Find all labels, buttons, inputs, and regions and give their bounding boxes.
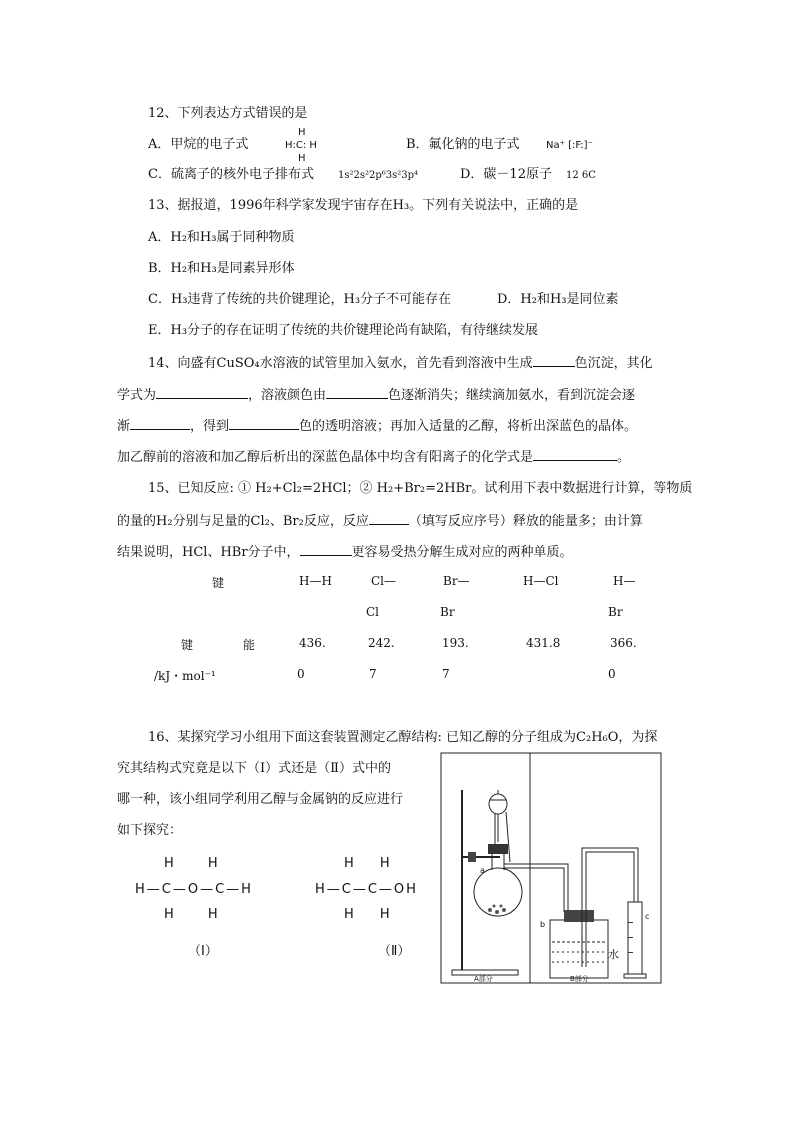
table-value-hh: 436. <box>299 636 326 650</box>
q14-line-4 <box>117 448 630 467</box>
formula1-main-chain: H—C—O—C—H <box>135 882 253 897</box>
methane-top-h: H <box>298 127 306 138</box>
naf-electron-formula: Na⁺ [:F:]⁻ <box>546 140 593 151</box>
table-header-clcl-bottom: Cl <box>366 605 380 619</box>
table-value-brbr: 193. <box>442 636 469 650</box>
formula2-label: （Ⅱ） <box>378 944 411 959</box>
q14-text: 学式为 <box>117 388 157 403</box>
table-value-brbr-cont: 7 <box>442 667 450 681</box>
q12-stem: 12、下列表达方式错误的是 <box>148 106 308 121</box>
answer-blank[interactable] <box>533 448 617 461</box>
q12-option-d: D．碳－12原子 <box>460 167 552 182</box>
table-header-brbr-bottom: Br <box>440 605 455 619</box>
q14-text: 。 <box>617 450 631 465</box>
table-header-bond: 键 <box>212 576 225 590</box>
q14-text: 色的透明溶液；再加入适量的乙醇，将析出深蓝色的晶体。 <box>299 419 638 434</box>
cylinder-tick <box>628 922 633 923</box>
part-b-caption: B部分 <box>570 975 589 983</box>
answer-blank[interactable] <box>156 386 248 399</box>
cylinder-tick <box>628 937 633 938</box>
label-c: c <box>645 912 650 921</box>
answer-blank[interactable] <box>229 417 299 430</box>
q15-line-3 <box>117 543 573 562</box>
sulfide-configuration: 1s²2s²2p⁶3s²3p⁴ <box>338 170 419 181</box>
ethanol-sodium-apparatus <box>440 752 662 984</box>
formula2-main-chain: H—C—C—OH <box>315 882 418 897</box>
table-value-clcl: 242. <box>368 636 395 650</box>
table-header-brbr-top: Br— <box>443 574 470 588</box>
table-header-hcl: H—Cl <box>523 574 559 588</box>
label-water: 水 <box>608 948 619 961</box>
q14-text: 加乙醇前的溶液和加乙醇后析出的深蓝色晶体中均含有阳离子的化学式是 <box>117 450 534 465</box>
q14-text: 14、向盛有CuSO₄水溶液的试管里加入氨水，首先看到溶液中生成 <box>148 356 533 371</box>
table-row-unit: /kJ・mol⁻¹ <box>154 669 216 683</box>
q16-line-3: 哪一种，该小组同学利用乙醇与金属钠的反应进行 <box>117 792 404 807</box>
q14-text: 色沉淀，其化 <box>574 356 653 371</box>
table-value-hbr-cont: 0 <box>608 667 616 681</box>
label-a: a <box>480 866 485 875</box>
q14-text: ，溶液颜色由 <box>248 388 327 403</box>
q14-text: 色逐渐消失；继续滴加氨水，看到沉淀会逐 <box>388 388 636 403</box>
q13-option-c: C．H₃违背了传统的共价键理论，H₃分子不可能存在 <box>148 292 452 307</box>
q13-option-a: A．H₂和H₃属于同种物质 <box>148 230 295 245</box>
q16-line-1: 16、某探究学习小组用下面这套装置测定乙醇结构: 已知乙醇的分子组成为C₂H₆O，为探 <box>148 730 658 745</box>
q12-option-a: A．甲烷的电子式 <box>148 137 249 152</box>
q14-text: ，得到 <box>190 419 230 434</box>
formula1-top-h: H H <box>164 856 218 871</box>
q15-text: 结果说明，HCl、HBr分子中， <box>117 545 300 560</box>
answer-blank[interactable] <box>369 512 409 525</box>
q12-option-c: C．硫离子的核外电子排布式 <box>148 167 314 182</box>
table-row-label-b: 能 <box>243 638 256 652</box>
q14-text: 渐 <box>117 419 131 434</box>
label-b: b <box>540 920 546 929</box>
q14-line-2 <box>117 386 635 405</box>
cylinder-tick <box>628 952 633 953</box>
q14-line-1 <box>148 354 653 373</box>
answer-blank[interactable] <box>326 386 388 399</box>
table-value-clcl-cont: 7 <box>369 667 377 681</box>
q14-line-3 <box>117 417 637 436</box>
q13-option-b: B．H₂和H₃是同素异形体 <box>148 261 295 276</box>
part-a-caption: A部分 <box>474 975 493 983</box>
q15-text: （填写反应序号）释放的能量多；由计算 <box>408 514 643 529</box>
table-value-hbr: 366. <box>610 636 637 650</box>
q13-stem: 13、据报道，1996年科学家发现宇宙存在H₃。下列有关说法中，正确的是 <box>148 198 579 213</box>
formula2-bottom-h: H H <box>344 907 390 922</box>
q16-line-2: 究其结构式究竟是以下（Ⅰ）式还是（Ⅱ）式中的 <box>117 761 391 776</box>
methane-middle: H:C: H <box>285 140 317 151</box>
answer-blank[interactable] <box>130 417 190 430</box>
answer-blank[interactable] <box>533 354 575 367</box>
formula1-bottom-h: H H <box>164 907 218 922</box>
apparatus-drawing <box>440 752 662 984</box>
table-header-hbr-top: H— <box>613 574 636 588</box>
q13-option-d: D．H₂和H₃是同位素 <box>497 292 619 307</box>
formula2-top-h: H H <box>344 856 390 871</box>
table-header-clcl-top: Cl— <box>371 574 397 588</box>
table-header-hh: H—H <box>299 574 332 588</box>
table-value-hh-cont: 0 <box>297 667 305 681</box>
table-row-label-a: 键 <box>181 638 194 652</box>
q12-option-b: B．氟化钠的电子式 <box>406 137 520 152</box>
table-header-hbr-bottom: Br <box>608 605 623 619</box>
q15-line-2 <box>117 512 643 531</box>
q15-line-1: 15、已知反应: ① H₂+Cl₂=2HCl；② H₂+Br₂=2HBr。试利用下表中数据进行计算，等物质 <box>148 481 693 496</box>
q15-text: 的量的H₂分别与足量的Cl₂、Br₂反应，反应 <box>117 514 369 529</box>
table-value-hcl: 431.8 <box>526 636 561 650</box>
answer-blank[interactable] <box>300 543 352 556</box>
q16-line-4: 如下探究： <box>117 823 183 838</box>
carbon12-symbol: 12 6C <box>566 170 596 181</box>
q13-option-e: E．H₃分子的存在证明了传统的共价键理论尚有缺陷，有待继续发展 <box>148 323 539 338</box>
q15-text: 更容易受热分解生成对应的两种单质。 <box>351 545 573 560</box>
formula1-label: （Ⅰ） <box>188 944 218 959</box>
methane-bottom-h: H <box>298 153 306 164</box>
